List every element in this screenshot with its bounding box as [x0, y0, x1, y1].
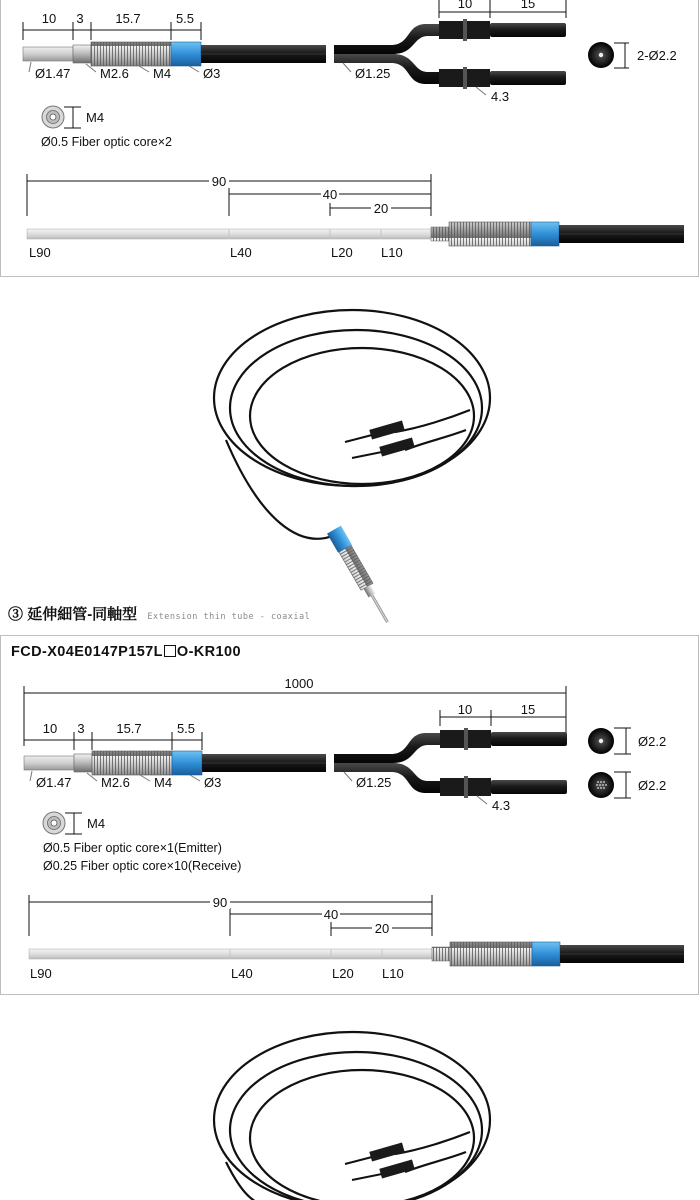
core-note-a: Ø0.5 Fiber optic core×2 — [41, 135, 172, 149]
section-3-heading — [8, 603, 310, 624]
len-label-a-3: L10 — [381, 245, 403, 260]
panel-b-drawing — [1, 636, 700, 996]
dim-a-len-2: 20 — [373, 201, 389, 216]
dim-a-top-0: 10 — [41, 11, 57, 26]
dim-b-top-1: 3 — [77, 721, 85, 736]
dim-a-branch-label: 4.3 — [491, 89, 510, 104]
dim-b-len-2: 20 — [374, 921, 390, 936]
dim-b-top-0: 10 — [42, 721, 58, 736]
dim-b-branch-0: 10 — [457, 702, 473, 717]
dim-a-top-2: 15.7 — [115, 11, 141, 26]
dim-b-bottom-3: Ø3 — [204, 775, 222, 790]
core-note-b-1: Ø0.25 Fiber optic core×10(Receive) — [43, 859, 242, 873]
spec-panel-b — [0, 635, 699, 995]
dim-b-top-3: 5.5 — [176, 721, 196, 736]
dim-a-bottom-1: M2.6 — [100, 66, 129, 81]
dim-a-top-3: 5.5 — [175, 11, 195, 26]
dim-a-bottom-0: Ø1.47 — [35, 66, 71, 81]
dim-a-branch-1: 15 — [520, 0, 536, 11]
section-title-cn: 延伸細管-同軸型 — [27, 606, 138, 623]
core-note-b-0: Ø0.5 Fiber optic core×1(Emitter) — [43, 841, 222, 855]
model-prefix: FCD-X04E0147P157L — [11, 644, 163, 660]
coiled-fiber-image-1 — [0, 290, 700, 630]
dim-b-branch-1: 15 — [520, 702, 536, 717]
model-suffix: O-KR100 — [176, 644, 241, 660]
section-title-en: Extension thin tube - coaxial — [147, 612, 311, 622]
dim-a-end: 2-Ø2.2 — [637, 48, 677, 63]
dim-b-bottom-1: M2.6 — [101, 775, 130, 790]
dim-b-mid: Ø1.25 — [356, 775, 392, 790]
dim-b-len-1: 40 — [323, 907, 339, 922]
dim-a-bottom-2: M4 — [153, 66, 172, 81]
spec-panel-a — [0, 0, 699, 277]
section-number: ③ — [8, 606, 24, 623]
len-label-a-2: L20 — [331, 245, 353, 260]
dim-a-branch-0: 10 — [457, 0, 473, 11]
len-label-b-0: L90 — [30, 966, 52, 981]
dim-b-bottom-0: Ø1.47 — [36, 775, 72, 790]
dim-b-branch-label: 4.3 — [492, 798, 511, 813]
dim-b-end-1: Ø2.2 — [638, 778, 667, 793]
len-label-b-2: L20 — [332, 966, 354, 981]
dim-a-bottom-3: Ø3 — [203, 66, 221, 81]
coiled-fiber-image-2 — [0, 1020, 700, 1200]
dim-b-top-2: 15.7 — [116, 721, 142, 736]
dim-a-mid: Ø1.25 — [355, 66, 391, 81]
dim-b-m4: M4 — [87, 816, 106, 831]
len-label-b-1: L40 — [231, 966, 253, 981]
len-label-b-3: L10 — [382, 966, 404, 981]
len-label-a-0: L90 — [29, 245, 51, 260]
dim-a-top-1: 3 — [76, 11, 84, 26]
dim-a-m4: M4 — [86, 110, 105, 125]
dim-b-total: 1000 — [284, 676, 314, 691]
dim-b-bottom-2: M4 — [154, 775, 173, 790]
dim-a-len-0: 90 — [211, 174, 227, 189]
dim-b-end-0: Ø2.2 — [638, 734, 667, 749]
len-label-a-1: L40 — [230, 245, 252, 260]
dim-b-len-0: 90 — [212, 895, 228, 910]
dim-a-len-1: 40 — [322, 187, 338, 202]
